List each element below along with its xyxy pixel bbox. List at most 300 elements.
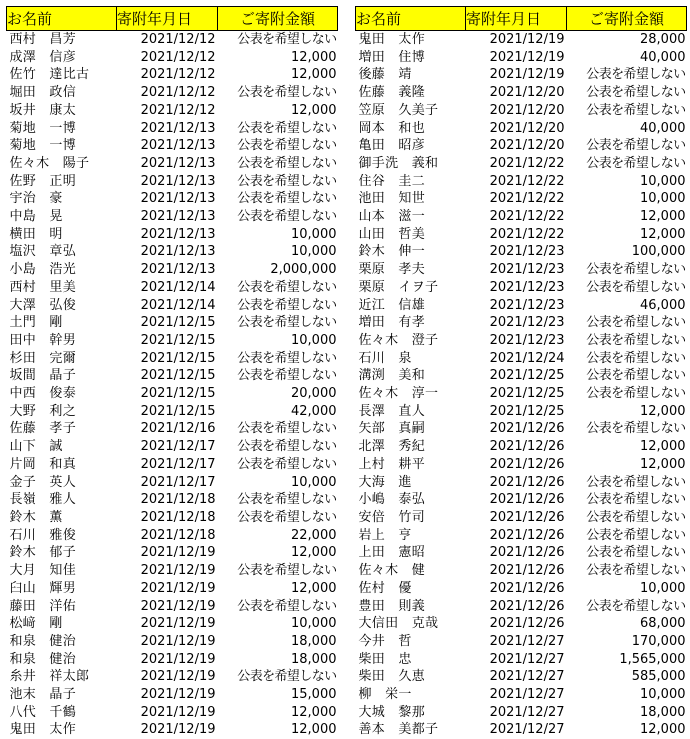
donor-name-cell: 上田 憲昭: [358, 545, 426, 561]
donation-amount-cell: 12,000: [291, 704, 337, 720]
donor-name-cell: 鈴木 郁子: [9, 545, 77, 561]
donation-date-cell: 2021/12/13: [140, 173, 216, 189]
donor-name-cell: 鬼田 太作: [358, 32, 426, 47]
donation-amount-cell: 10,000: [291, 226, 337, 242]
donation-amount-cell: 12,000: [291, 67, 337, 83]
table-row: [356, 668, 687, 686]
donation-amount-cell: 公表を希望しない: [237, 509, 337, 525]
donation-amount-cell: 公表を希望しない: [237, 297, 337, 313]
donor-name-cell: 鈴木 薫: [9, 509, 63, 525]
donor-name-cell: 大海 進: [358, 474, 412, 490]
donor-name-cell: 山本 滋一: [358, 209, 426, 225]
table-row: [356, 474, 687, 492]
donor-name-cell: 善本 美都子: [358, 722, 439, 738]
donor-name-cell: 鬼田 太作: [9, 722, 77, 738]
donor-name-cell: 西村 昌芳: [9, 32, 77, 47]
donation-amount-cell: 公表を希望しない: [586, 279, 686, 295]
donation-amount-cell: 公表を希望しない: [237, 120, 337, 136]
table-row: [7, 509, 338, 527]
donation-amount-cell: 12,000: [291, 722, 337, 738]
table-row: [356, 243, 687, 261]
amount-column-header: ご寄附金額: [218, 7, 338, 31]
table-row: [356, 509, 687, 527]
donation-amount-cell: 公表を希望しない: [586, 102, 686, 118]
donor-name-cell: 宇治 豪: [9, 191, 63, 207]
donation-amount-cell: 公表を希望しない: [586, 332, 686, 348]
table-row: [7, 173, 338, 191]
donor-name-cell: 佐藤 孝子: [9, 421, 77, 437]
donor-name-cell: 藤田 洋佑: [9, 598, 77, 614]
donor-name-cell: 片岡 和真: [9, 456, 77, 472]
donation-amount-cell: 12,000: [291, 102, 337, 118]
table-row: [356, 137, 687, 155]
donation-amount-cell: 公表を希望しない: [586, 155, 686, 171]
donation-amount-cell: 公表を希望しない: [237, 492, 337, 508]
donor-name-cell: 佐々木 淳一: [358, 386, 439, 402]
donor-name-cell: 柳 栄一: [358, 687, 412, 703]
donation-date-cell: 2021/12/16: [140, 421, 216, 437]
donor-name-cell: 金子 英人: [9, 474, 77, 490]
donation-amount-cell: 10,000: [291, 244, 337, 260]
donor-name-cell: 笠原 久美子: [358, 102, 439, 118]
donation-date-cell: 2021/12/19: [140, 598, 216, 614]
donation-date-cell: 2021/12/15: [140, 368, 216, 384]
table-row: [7, 403, 338, 421]
donation-amount-cell: 12,000: [640, 226, 686, 242]
table-row: [7, 385, 338, 403]
donation-date-cell: 2021/12/23: [489, 262, 565, 278]
donation-amount-cell: 公表を希望しない: [586, 386, 686, 402]
donor-name-cell: 成澤 信彦: [9, 49, 77, 65]
date-column-header: 寄附年月日: [466, 7, 567, 31]
table-row: [356, 544, 687, 562]
table-row: [7, 31, 338, 49]
donation-date-cell: 2021/12/26: [489, 545, 565, 561]
donor-name-cell: 大野 利之: [9, 403, 77, 419]
donation-amount-cell: 公表を希望しない: [237, 155, 337, 171]
table-row: [7, 297, 338, 315]
donation-date-cell: 2021/12/20: [489, 102, 565, 118]
donor-name-cell: 柴田 久恵: [358, 669, 426, 685]
donation-amount-cell: 公表を希望しない: [586, 262, 686, 278]
donation-amount-cell: 585,000: [631, 669, 686, 685]
donation-amount-cell: 公表を希望しない: [586, 492, 686, 508]
donation-amount-cell: 20,000: [291, 386, 337, 402]
donor-table-right: [355, 6, 687, 739]
donation-date-cell: 2021/12/15: [140, 403, 216, 419]
table-row: [7, 491, 338, 509]
donor-name-cell: 池末 晶子: [9, 687, 77, 703]
donation-amount-cell: 公表を希望しない: [237, 173, 337, 189]
donation-date-cell: 2021/12/13: [140, 138, 216, 154]
donor-name-cell: 佐藤 義隆: [358, 85, 426, 101]
donation-amount-cell: 公表を希望しない: [237, 279, 337, 295]
donation-date-cell: 2021/12/23: [489, 297, 565, 313]
table-row: [356, 456, 687, 474]
date-column-header: 寄附年月日: [117, 7, 218, 31]
donor-name-cell: 堀田 政信: [9, 85, 77, 101]
donation-date-cell: 2021/12/26: [489, 616, 565, 632]
table-row: [356, 31, 687, 49]
donor-name-cell: 柴田 忠: [358, 651, 412, 667]
donor-name-cell: 石川 雅俊: [9, 527, 77, 543]
table-row: [7, 226, 338, 244]
table-row: [356, 651, 687, 669]
donor-name-cell: 今井 哲: [358, 633, 412, 649]
donation-date-cell: 2021/12/13: [140, 120, 216, 136]
donation-amount-cell: 18,000: [291, 651, 337, 667]
donation-amount-cell: 公表を希望しない: [586, 509, 686, 525]
donor-name-cell: 西村 里美: [9, 279, 77, 295]
table-row: [7, 668, 338, 686]
donation-date-cell: 2021/12/12: [140, 102, 216, 118]
donation-date-cell: 2021/12/19: [140, 563, 216, 579]
donation-date-cell: 2021/12/15: [140, 350, 216, 366]
table-row: [7, 527, 338, 545]
donation-date-cell: 2021/12/13: [140, 226, 216, 242]
table-row: [356, 598, 687, 616]
donation-amount-cell: 公表を希望しない: [237, 138, 337, 154]
table-row: [356, 491, 687, 509]
donation-amount-cell: 公表を希望しない: [237, 350, 337, 366]
donation-date-cell: 2021/12/15: [140, 332, 216, 348]
donation-amount-cell: 公表を希望しない: [586, 67, 686, 83]
donor-name-cell: 後藤 靖: [358, 67, 412, 83]
donation-date-cell: 2021/12/12: [140, 49, 216, 65]
table-row: [356, 84, 687, 102]
donation-date-cell: 2021/12/19: [140, 580, 216, 596]
table-row: [7, 208, 338, 226]
donation-amount-cell: 12,000: [640, 456, 686, 472]
name-column-header: お名前: [7, 7, 117, 31]
table-row: [7, 66, 338, 84]
table-row: [7, 279, 338, 297]
donation-amount-cell: 12,000: [640, 439, 686, 455]
donation-amount-cell: 28,000: [640, 32, 686, 47]
donor-name-cell: 住谷 圭二: [358, 173, 426, 189]
table-row: [356, 704, 687, 722]
donation-amount-cell: 10,000: [640, 580, 686, 596]
donation-date-cell: 2021/12/26: [489, 492, 565, 508]
donation-date-cell: 2021/12/19: [140, 651, 216, 667]
donation-date-cell: 2021/12/19: [140, 722, 216, 738]
table-row: [7, 438, 338, 456]
table-row: [7, 261, 338, 279]
donation-date-cell: 2021/12/27: [489, 633, 565, 649]
table-row: [356, 314, 687, 332]
donor-name-cell: 御手洗 義和: [358, 155, 439, 171]
donation-amount-cell: 公表を希望しない: [237, 209, 337, 225]
donation-amount-cell: 公表を希望しない: [586, 368, 686, 384]
donation-date-cell: 2021/12/14: [140, 279, 216, 295]
donor-name-cell: 増田 有孝: [358, 315, 426, 331]
donation-date-cell: 2021/12/20: [489, 85, 565, 101]
donation-date-cell: 2021/12/19: [140, 687, 216, 703]
table-row: [7, 350, 338, 368]
donor-name-cell: 佐々木 健: [358, 563, 426, 579]
donor-name-cell: 和泉 健治: [9, 651, 77, 667]
donor-name-cell: 溝渕 美和: [358, 368, 426, 384]
table-row: [356, 226, 687, 244]
table-row: [356, 155, 687, 173]
donor-name-cell: 大月 知佳: [9, 563, 77, 579]
donation-amount-cell: 2,000,000: [270, 262, 337, 278]
table-row: [356, 173, 687, 191]
donation-date-cell: 2021/12/27: [489, 687, 565, 703]
donation-date-cell: 2021/12/22: [489, 209, 565, 225]
donation-date-cell: 2021/12/22: [489, 191, 565, 207]
donor-name-cell: 中西 俊泰: [9, 386, 77, 402]
table-row: [356, 208, 687, 226]
donor-name-cell: 大澤 弘俊: [9, 297, 77, 313]
donation-amount-cell: 15,000: [291, 687, 337, 703]
donor-name-cell: 山田 哲美: [358, 226, 426, 242]
donor-name-cell: 田中 幹男: [9, 332, 77, 348]
donation-date-cell: 2021/12/12: [140, 67, 216, 83]
donor-name-cell: 栗原 孝夫: [358, 262, 426, 278]
donation-date-cell: 2021/12/26: [489, 421, 565, 437]
donation-amount-cell: 12,000: [291, 580, 337, 596]
donation-amount-cell: 公表を希望しない: [237, 368, 337, 384]
name-column-header: お名前: [356, 7, 466, 31]
table-row: [7, 651, 338, 669]
donation-date-cell: 2021/12/17: [140, 474, 216, 490]
donation-amount-cell: 10,000: [291, 616, 337, 632]
donation-date-cell: 2021/12/19: [489, 49, 565, 65]
donor-name-cell: 岡本 和也: [358, 120, 426, 136]
table-row: [356, 438, 687, 456]
donation-date-cell: 2021/12/12: [140, 32, 216, 47]
table-row: [7, 474, 338, 492]
table-row: [7, 456, 338, 474]
donation-amount-cell: 12,000: [640, 722, 686, 738]
donation-amount-cell: 公表を希望しない: [237, 191, 337, 207]
donor-table-left: [6, 6, 338, 739]
table-row: [356, 721, 687, 739]
donor-name-cell: 池田 知世: [358, 191, 426, 207]
donation-amount-cell: 公表を希望しない: [237, 32, 337, 47]
table-row: [356, 420, 687, 438]
table-row: [7, 598, 338, 616]
donor-name-cell: 長嶺 雅人: [9, 492, 77, 508]
table-row: [7, 615, 338, 633]
donation-amount-cell: 10,000: [640, 687, 686, 703]
donation-date-cell: 2021/12/19: [140, 669, 216, 685]
donor-name-cell: 山下 誠: [9, 439, 63, 455]
donation-date-cell: 2021/12/23: [489, 332, 565, 348]
donor-name-cell: 石川 泉: [358, 350, 412, 366]
donation-date-cell: 2021/12/22: [489, 155, 565, 171]
donor-name-cell: 佐村 優: [358, 580, 412, 596]
donor-name-cell: 大城 黎那: [358, 704, 426, 720]
donation-amount-cell: 10,000: [291, 474, 337, 490]
donation-amount-cell: 公表を希望しない: [586, 545, 686, 561]
table-row: [356, 562, 687, 580]
donation-amount-cell: 18,000: [291, 633, 337, 649]
table-row: [7, 332, 338, 350]
donation-date-cell: 2021/12/19: [140, 704, 216, 720]
table-row: [356, 66, 687, 84]
donation-date-cell: 2021/12/13: [140, 155, 216, 171]
donor-name-cell: 塩沢 章弘: [9, 244, 77, 260]
table-row: [7, 84, 338, 102]
donation-amount-cell: 18,000: [640, 704, 686, 720]
donor-name-cell: 亀田 昭彦: [358, 138, 426, 154]
donor-name-cell: 杉田 完爾: [9, 350, 77, 366]
amount-column-header: ご寄附金額: [567, 7, 687, 31]
donation-date-cell: 2021/12/18: [140, 509, 216, 525]
table-row: [7, 314, 338, 332]
table-row: [356, 350, 687, 368]
table-row: [7, 633, 338, 651]
donation-date-cell: 2021/12/13: [140, 191, 216, 207]
donation-date-cell: 2021/12/20: [489, 120, 565, 136]
donation-date-cell: 2021/12/26: [489, 439, 565, 455]
donation-amount-cell: 公表を希望しない: [586, 474, 686, 490]
donation-amount-cell: 40,000: [640, 49, 686, 65]
donor-name-cell: 小島 浩光: [9, 262, 77, 278]
table-row: [356, 49, 687, 67]
donor-name-cell: 矢部 真嗣: [358, 421, 426, 437]
table-row: [356, 403, 687, 421]
donation-amount-cell: 46,000: [640, 297, 686, 313]
donation-amount-cell: 公表を希望しない: [237, 421, 337, 437]
table-row: [356, 332, 687, 350]
table-row: [7, 190, 338, 208]
donation-amount-cell: 公表を希望しない: [586, 598, 686, 614]
table-row: [7, 544, 338, 562]
donation-date-cell: 2021/12/25: [489, 368, 565, 384]
donation-amount-cell: 40,000: [640, 120, 686, 136]
donor-name-cell: 土門 剛: [9, 315, 63, 331]
donation-amount-cell: 公表を希望しない: [586, 563, 686, 579]
donor-name-cell: 菊地 一博: [9, 120, 77, 136]
table-row: [7, 155, 338, 173]
donation-amount-cell: 公表を希望しない: [586, 315, 686, 331]
donation-amount-cell: 1,565,000: [619, 651, 686, 667]
table-row: [7, 580, 338, 598]
donor-name-cell: 小嶋 泰弘: [358, 492, 426, 508]
donation-date-cell: 2021/12/23: [489, 279, 565, 295]
table-row: [356, 279, 687, 297]
table-row: [356, 102, 687, 120]
donation-date-cell: 2021/12/25: [489, 386, 565, 402]
donation-amount-cell: 公表を希望しない: [237, 456, 337, 472]
donor-name-cell: 佐々木 澄子: [358, 332, 439, 348]
donation-date-cell: 2021/12/23: [489, 315, 565, 331]
table-row: [356, 367, 687, 385]
donation-date-cell: 2021/12/26: [489, 563, 565, 579]
donor-name-cell: 坂井 康太: [9, 102, 77, 118]
table-row: [7, 686, 338, 704]
table-row: [356, 297, 687, 315]
donor-name-cell: 佐々木 陽子: [9, 155, 90, 171]
donation-amount-cell: 68,000: [640, 616, 686, 632]
donation-amount-cell: 公表を希望しない: [237, 85, 337, 101]
donor-name-cell: 坂間 晶子: [9, 368, 77, 384]
donor-name-cell: 岩上 亨: [358, 527, 412, 543]
donation-date-cell: 2021/12/17: [140, 456, 216, 472]
donation-amount-cell: 12,000: [291, 545, 337, 561]
donation-date-cell: 2021/12/17: [140, 439, 216, 455]
donation-date-cell: 2021/12/15: [140, 386, 216, 402]
table-row: [7, 137, 338, 155]
table-row: [7, 243, 338, 261]
donor-name-cell: 松﨑 剛: [9, 616, 63, 632]
donor-name-cell: 横田 明: [9, 226, 63, 242]
donor-name-cell: 上村 耕平: [358, 456, 426, 472]
table-row: [356, 261, 687, 279]
donation-date-cell: 2021/12/18: [140, 492, 216, 508]
donation-date-cell: 2021/12/19: [140, 633, 216, 649]
donor-name-cell: 糸井 祥太郎: [9, 669, 90, 685]
donor-name-cell: 大信田 克哉: [358, 616, 439, 632]
donation-date-cell: 2021/12/27: [489, 669, 565, 685]
table-row: [356, 633, 687, 651]
table-row: [356, 615, 687, 633]
donation-date-cell: 2021/12/13: [140, 262, 216, 278]
donation-date-cell: 2021/12/27: [489, 651, 565, 667]
donation-amount-cell: 公表を希望しない: [586, 421, 686, 437]
donation-date-cell: 2021/12/24: [489, 350, 565, 366]
donation-date-cell: 2021/12/26: [489, 598, 565, 614]
table-row: [7, 562, 338, 580]
donation-date-cell: 2021/12/20: [489, 138, 565, 154]
header-row: [7, 7, 338, 31]
donation-amount-cell: 公表を希望しない: [237, 439, 337, 455]
donation-amount-cell: 公表を希望しない: [237, 315, 337, 331]
donor-name-cell: 増田 住博: [358, 49, 426, 65]
table-row: [356, 120, 687, 138]
table-row: [356, 527, 687, 545]
donor-name-cell: 中島 晃: [9, 209, 63, 225]
donor-name-cell: 鈴木 伸一: [358, 244, 426, 260]
donation-amount-cell: 公表を希望しない: [237, 598, 337, 614]
donation-amount-cell: 公表を希望しない: [586, 350, 686, 366]
donation-date-cell: 2021/12/26: [489, 527, 565, 543]
donation-date-cell: 2021/12/25: [489, 403, 565, 419]
donation-amount-cell: 42,000: [291, 403, 337, 419]
donation-amount-cell: 公表を希望しない: [586, 85, 686, 101]
donation-amount-cell: 170,000: [631, 633, 686, 649]
donation-date-cell: 2021/12/27: [489, 704, 565, 720]
donation-date-cell: 2021/12/22: [489, 226, 565, 242]
donation-amount-cell: 10,000: [640, 173, 686, 189]
donor-name-cell: 八代 千鶴: [9, 704, 77, 720]
table-row: [7, 420, 338, 438]
donor-name-cell: 栗原 イヲ子: [358, 279, 439, 295]
donation-date-cell: 2021/12/12: [140, 85, 216, 101]
donor-name-cell: 佐竹 達比古: [9, 67, 90, 83]
donation-amount-cell: 公表を希望しない: [586, 527, 686, 543]
donation-date-cell: 2021/12/13: [140, 209, 216, 225]
donor-name-cell: 臼山 輝男: [9, 580, 77, 596]
donation-date-cell: 2021/12/19: [489, 67, 565, 83]
donation-amount-cell: 10,000: [640, 191, 686, 207]
donation-date-cell: 2021/12/26: [489, 580, 565, 596]
table-row: [356, 385, 687, 403]
table-row: [7, 102, 338, 120]
donation-date-cell: 2021/12/14: [140, 297, 216, 313]
donation-amount-cell: 12,000: [640, 209, 686, 225]
donor-name-cell: 豊田 則義: [358, 598, 426, 614]
donation-date-cell: 2021/12/23: [489, 244, 565, 260]
table-row: [356, 686, 687, 704]
donation-amount-cell: 公表を希望しない: [586, 138, 686, 154]
donation-date-cell: 2021/12/19: [489, 32, 565, 47]
donation-amount-cell: 22,000: [291, 527, 337, 543]
donor-name-cell: 和泉 健治: [9, 633, 77, 649]
